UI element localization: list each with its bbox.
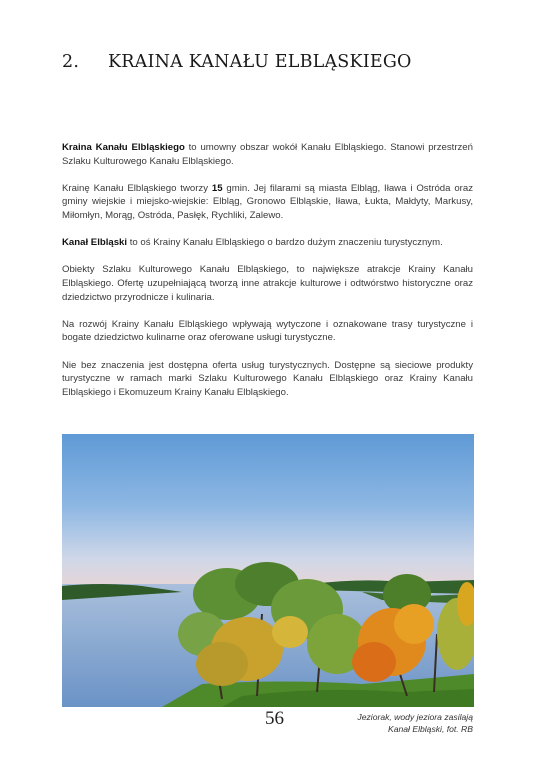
chapter-number: 2.: [62, 52, 80, 72]
bold-term: Kanał Elbląski: [62, 237, 128, 249]
page-number: 56: [265, 708, 284, 729]
photo-caption: Jeziorak, wody jeziora zasilają Kanał Elbląski, fot. RB: [357, 712, 473, 734]
paragraph-5: Na rozwój Krainy Kanału Elbląskiego wpływają wytyczone i oznakowane trasy turystyczne i bogate dziedzictwo kulinarne oraz oferowane usługi turystyczne.: [62, 318, 473, 344]
paragraph-1: Kraina Kanału Elbląskiego to umowny obszar wokół Kanału Elbląskiego. Stanowi przestrzeń Szlaku Kulturowego Kanału Elbląskiego.: [62, 142, 473, 167]
body-text: [62, 141, 473, 413]
paragraph-2: Krainę Kanału Elbląskiego tworzy 15 gmin. Jej filarami są miasta Elbląg, Iława i Ostróda oraz gminy wiejskie i miejsko-wiejskie: Elbląg, Gronowo Elbląskie, Iława, Łukta, Małdyty, Markusy, Miłomłyn, Morąg, Ostróda, Pasłęk, Rychliki, Zalewo.: [62, 182, 473, 221]
paragraph-3: Kanał Elbląski to oś Krainy Kanału Elbląskiego o bardzo dużym znaczeniu turystycznym.: [62, 237, 443, 249]
paragraph-6: Nie bez znaczenia jest dostępna oferta usług turystycznych. Dostępne są sieciowe produkty turystyczne w ramach marki Szlaku Kulturowego Kanału Elbląskiego oraz Krainy Kanału Elbląskiego i Ekomuzeum Krainy Kanału Elbląskiego.: [62, 359, 473, 398]
lake-photo: [62, 434, 474, 707]
chapter-heading: [62, 52, 412, 72]
paragraph-4: Obiekty Szlaku Kulturowego Kanału Elbląskiego, to największe atrakcje Krainy Kanału Elbląskiego. Ofertę uzupełniającą tworzą inne atrakcje kulturowe i odtwórstwo historyczne oraz dziedzictwo przyrodnicze i kulinaria.: [62, 264, 473, 303]
bold-number: 15: [211, 182, 223, 194]
chapter-title: KRAINA KANAŁU ELBLĄSKIEGO: [108, 52, 412, 72]
bold-term: Kraina Kanału Elbląskiego: [62, 142, 185, 153]
